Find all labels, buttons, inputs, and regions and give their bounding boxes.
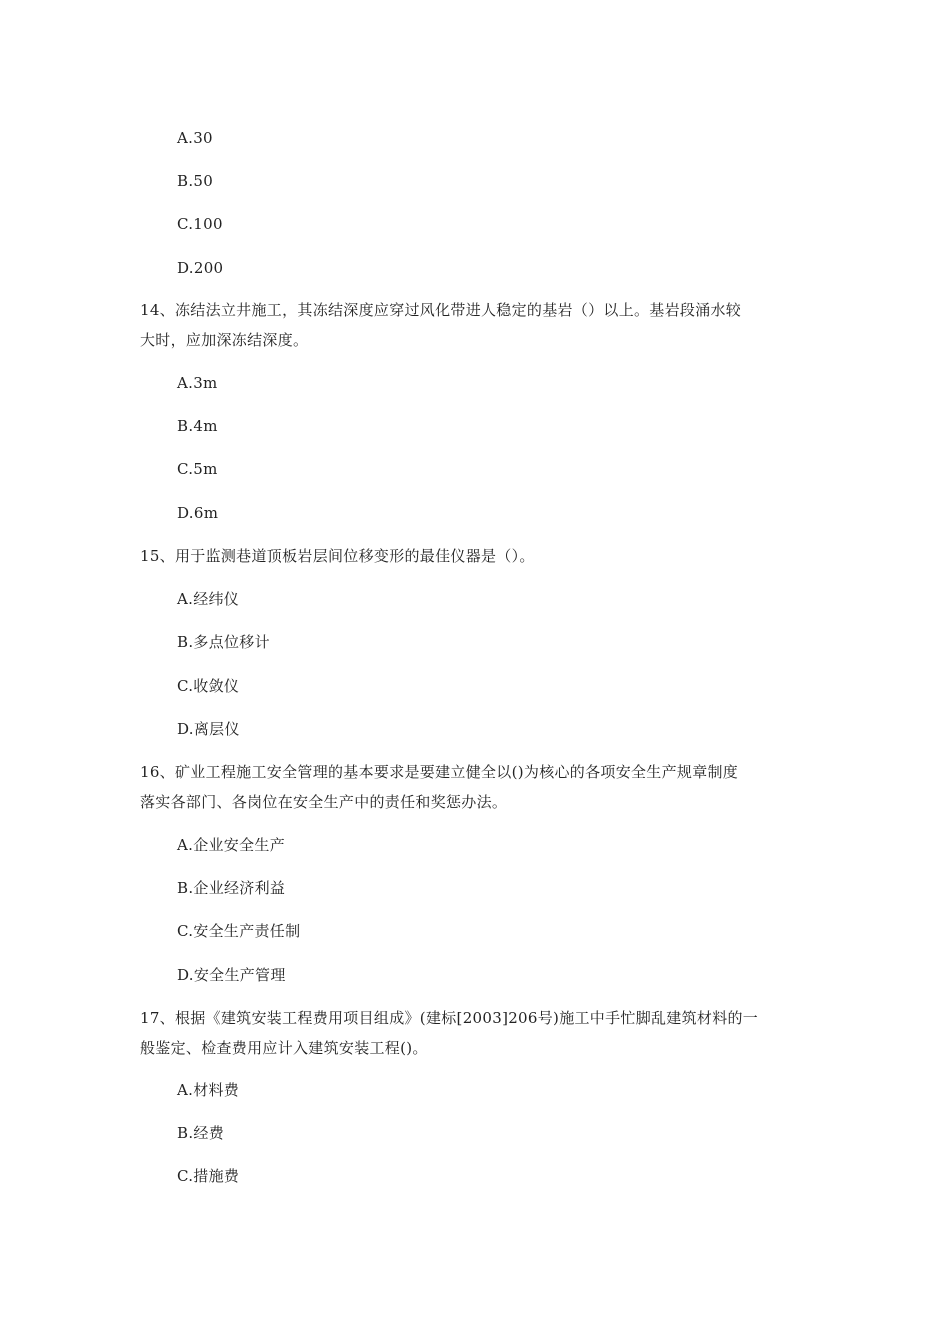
option-b: B.企业经济利益 xyxy=(177,879,286,897)
option-a: A.企业安全生产 xyxy=(177,836,286,854)
question-14-text-continued: 大时，应加深冻结深度。 xyxy=(140,331,309,349)
question-14-text: 14、冻结法立井施工，其冻结深度应穿过风化带进人稳定的基岩（）以上。基岩段涌水较 xyxy=(140,301,742,319)
option-d: D.安全生产管理 xyxy=(177,966,286,984)
option-c: C.措施费 xyxy=(177,1167,240,1185)
option-b: B.50 xyxy=(177,172,214,190)
option-c: C.收敛仪 xyxy=(177,677,240,695)
question-16-text: 16、矿业工程施工安全管理的基本要求是要建立健全以()为核心的各项安全生产规章制度 xyxy=(140,763,739,781)
question-15-text: 15、用于监测巷道顶板岩层间位移变形的最佳仪器是（）。 xyxy=(140,547,535,565)
question-17-text-continued: 般鉴定、检查费用应计入建筑安装工程()。 xyxy=(140,1039,428,1057)
option-a: A.30 xyxy=(177,129,213,147)
option-c: C.100 xyxy=(177,215,223,233)
option-d: D.离层仪 xyxy=(177,720,240,738)
option-a: A.材料费 xyxy=(177,1081,240,1099)
option-b: B.4m xyxy=(177,417,218,435)
option-a: A.3m xyxy=(177,374,218,392)
option-c: C.安全生产责任制 xyxy=(177,922,301,940)
option-d: D.200 xyxy=(177,259,224,277)
question-17-text: 17、根据《建筑安装工程费用项目组成》(建标[2003]206号)施工中手忙脚乱建筑材料的一 xyxy=(140,1009,759,1027)
option-c: C.5m xyxy=(177,460,218,478)
option-b: B.经费 xyxy=(177,1124,224,1142)
option-a: A.经纬仪 xyxy=(177,590,240,608)
option-d: D.6m xyxy=(177,504,219,522)
option-b: B.多点位移计 xyxy=(177,633,270,651)
question-16-text-continued: 落实各部门、各岗位在安全生产中的责任和奖惩办法。 xyxy=(140,793,508,811)
